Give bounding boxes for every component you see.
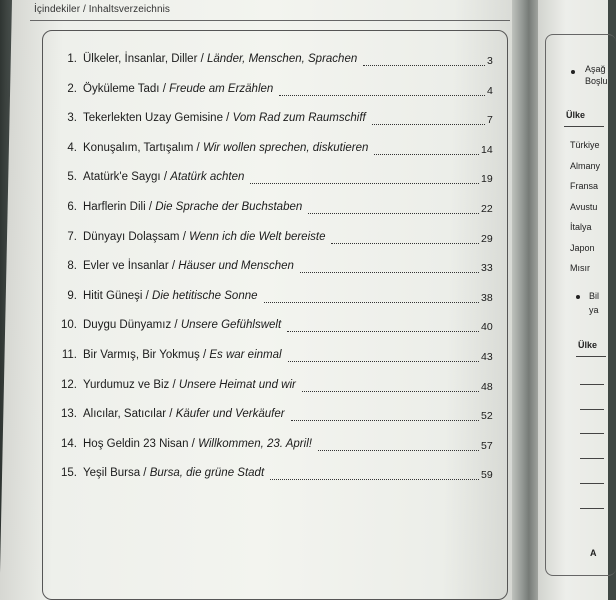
toc-number: 6. <box>67 201 77 213</box>
toc-number: 4. <box>67 141 77 154</box>
right-header-rule-1 <box>564 126 604 127</box>
toc-number: 5. <box>67 171 77 184</box>
blank-line <box>580 508 604 509</box>
toc-entry <box>43 53 503 73</box>
toc-page-number: 14 <box>481 143 493 156</box>
toc-title-separator: / <box>222 112 233 125</box>
toc-entry <box>43 349 503 369</box>
toc-entry <box>43 438 503 458</box>
toc-page-number: 43 <box>481 351 493 363</box>
toc-number: 11. <box>61 349 77 361</box>
toc-frame <box>42 30 508 600</box>
toc-title <box>83 53 357 65</box>
toc-leader-dots <box>288 353 479 362</box>
toc-number: 1. <box>67 53 77 65</box>
toc-number: 8. <box>67 260 77 273</box>
blank-line <box>580 483 604 484</box>
toc-number: 13. <box>61 408 77 421</box>
right-footer-text: A <box>590 548 597 558</box>
toc-leader-dots <box>331 235 479 244</box>
toc-title-german: Wenn ich die Welt bereiste <box>189 230 326 243</box>
toc-entry <box>43 467 503 487</box>
toc-title-german: Atatürk achten <box>170 171 245 184</box>
toc-number: 12. <box>61 378 77 391</box>
toc-entry <box>43 231 503 251</box>
right-bullet-1 <box>571 70 575 74</box>
toc-title <box>83 201 302 213</box>
toc-title-turkish: Tekerlekten Uzay Gemisine <box>83 112 223 125</box>
toc-title-german: Es war einmal <box>209 349 282 361</box>
book-gutter <box>512 0 540 600</box>
toc-title-german: Bursa, die grüne Stadt <box>149 467 265 480</box>
toc-leader-dots <box>250 175 479 184</box>
toc-leader-dots <box>302 383 479 392</box>
toc-number: 7. <box>67 230 77 243</box>
toc-leader-dots <box>374 146 479 155</box>
toc-title-separator: / <box>197 53 207 65</box>
blank-line <box>580 409 604 410</box>
toc-title <box>83 290 258 302</box>
toc-page-number: 40 <box>481 321 493 334</box>
toc-number: 9. <box>67 289 77 302</box>
toc-title-german: Die hetitische Sonne <box>152 289 258 302</box>
toc-title-german: Häuser und Menschen <box>178 260 294 273</box>
country-label: Türkiye <box>570 140 600 150</box>
toc-title-german: Wir wollen sprechen, diskutieren <box>202 141 369 154</box>
toc-title <box>83 408 285 420</box>
blank-line <box>580 433 604 434</box>
toc-title-turkish: Atatürk'e Saygı <box>83 171 161 184</box>
toc-page-number: 52 <box>481 410 493 423</box>
toc-page-number: 22 <box>481 203 493 215</box>
toc-title <box>83 231 325 243</box>
toc-entry <box>43 290 503 310</box>
toc-title-turkish: Hitit Güneşi <box>83 289 143 302</box>
toc-title <box>83 349 282 361</box>
toc-title-turkish: Konuşalım, Tartışalım <box>83 141 194 154</box>
toc-title-separator: / <box>199 349 210 361</box>
toc-number: 3. <box>67 112 77 125</box>
toc-leader-dots <box>372 116 485 125</box>
toc-title-turkish: Bir Varmış, Bir Yokmuş <box>83 349 200 361</box>
toc-number: 10. <box>61 319 77 332</box>
right-column-header-2: Ülke <box>578 340 598 350</box>
toc-title <box>83 142 368 154</box>
table-of-contents <box>43 31 509 511</box>
toc-number: 14. <box>61 437 77 450</box>
toc-number: 2. <box>67 82 77 95</box>
toc-title <box>83 83 273 95</box>
toc-page-number: 19 <box>481 173 493 186</box>
right-bullet-2 <box>576 295 580 299</box>
toc-title-turkish: Harflerin Dili <box>83 201 146 213</box>
toc-leader-dots <box>287 323 479 332</box>
toc-entry <box>43 83 503 103</box>
toc-title-turkish: Yurdumuz ve Biz <box>83 378 170 391</box>
toc-title-turkish: Alıcılar, Satıcılar <box>83 408 167 421</box>
toc-title <box>83 171 244 183</box>
country-label: Mısır <box>570 263 590 273</box>
toc-title-german: Die Sprache der Buchstaben <box>155 201 303 213</box>
toc-title-separator: / <box>179 230 190 243</box>
toc-title-turkish: Öyküleme Tadı <box>83 82 160 95</box>
toc-title-german: Länder, Menschen, Sprachen <box>207 53 358 65</box>
country-label: Almany <box>570 160 601 171</box>
toc-leader-dots <box>318 442 479 451</box>
toc-title <box>83 319 281 331</box>
toc-title <box>83 379 296 391</box>
toc-title-turkish: Evler ve İnsanlar <box>83 260 169 273</box>
toc-title-separator: / <box>168 260 179 273</box>
toc-title-separator: / <box>142 289 153 302</box>
toc-page-number: 38 <box>481 291 493 304</box>
toc-title <box>83 112 366 124</box>
toc-page-number: 3 <box>487 55 493 67</box>
country-label: Avustu <box>570 201 598 212</box>
toc-title-german: Willkommen, 23. April! <box>198 437 312 450</box>
toc-leader-dots <box>279 87 485 96</box>
toc-leader-dots <box>308 205 479 214</box>
toc-title-turkish: Hoş Geldin 23 Nisan <box>83 437 189 450</box>
toc-title <box>83 260 294 272</box>
blank-line <box>580 384 604 385</box>
toc-entry <box>43 142 503 162</box>
toc-leader-dots <box>270 471 479 480</box>
toc-leader-dots <box>363 57 485 66</box>
blank-line <box>580 458 604 459</box>
right-header-rule-2 <box>576 356 606 357</box>
toc-entry <box>43 112 503 132</box>
toc-leader-dots <box>300 264 479 273</box>
running-header: İçindekiler / Inhaltsverzeichnis <box>34 4 171 15</box>
country-label: İtalya <box>570 222 592 232</box>
toc-title-turkish: Dünyayı Dolaşsam <box>83 230 180 243</box>
toc-title-german: Käufer und Verkäufer <box>175 408 285 421</box>
country-label: Fransa <box>570 181 599 191</box>
right-instruction-1-line2: Boşlu <box>585 76 608 86</box>
toc-title-separator: / <box>140 467 150 480</box>
toc-entry <box>43 379 503 399</box>
toc-page-number: 48 <box>481 380 493 393</box>
toc-title-turkish: Yeşil Bursa <box>83 467 141 480</box>
toc-page-number: 33 <box>481 262 493 275</box>
toc-leader-dots <box>291 412 479 421</box>
toc-title <box>83 467 264 479</box>
toc-page-number: 59 <box>481 469 493 482</box>
toc-entry <box>43 408 503 428</box>
toc-entry <box>43 201 503 221</box>
toc-title-turkish: Ülkeler, İnsanlar, Diller <box>83 53 198 65</box>
right-instruction-1-line1: Aşağ <box>585 64 606 74</box>
toc-number: 15. <box>61 467 77 480</box>
toc-leader-dots <box>264 294 479 303</box>
toc-page-number: 4 <box>487 84 493 97</box>
toc-title-separator: / <box>188 437 199 450</box>
right-column-header-1: Ülke <box>566 110 586 120</box>
toc-page-number: 57 <box>481 439 493 452</box>
toc-title-german: Vom Rad zum Raumschiff <box>232 112 366 125</box>
toc-entry <box>43 319 503 339</box>
toc-title-separator: / <box>169 378 179 391</box>
toc-title <box>83 438 312 450</box>
right-instruction-2-line2: ya <box>589 305 599 315</box>
right-instruction-2-line1: Bil <box>589 291 600 301</box>
toc-title-german: Unsere Heimat und wir <box>178 378 296 391</box>
header-rule <box>30 20 510 21</box>
toc-title-separator: / <box>171 319 181 332</box>
toc-page-number: 29 <box>481 232 493 245</box>
toc-title-german: Freude am Erzählen <box>169 82 274 95</box>
toc-page-number: 7 <box>487 114 493 127</box>
toc-entry <box>43 171 503 191</box>
toc-title-separator: / <box>145 201 156 213</box>
toc-entry <box>43 260 503 280</box>
toc-title-separator: / <box>160 171 171 184</box>
toc-title-separator: / <box>193 141 203 154</box>
toc-title-separator: / <box>166 408 176 421</box>
toc-title-turkish: Duygu Dünyamız <box>83 319 172 332</box>
toc-title-german: Unsere Gefühlswelt <box>180 319 282 332</box>
toc-title-separator: / <box>159 82 170 95</box>
country-label: Japon <box>570 242 595 253</box>
